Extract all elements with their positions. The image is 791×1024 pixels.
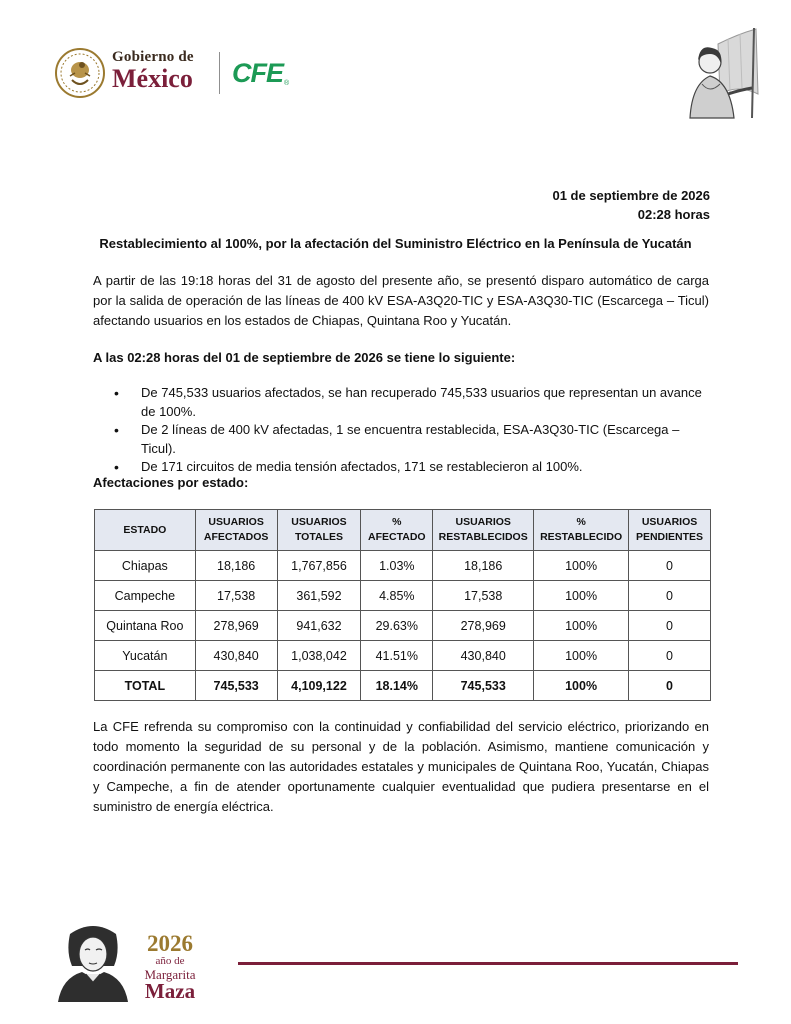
table-cell: 18,186	[195, 551, 277, 581]
table-cell: 17,538	[195, 581, 277, 611]
table-cell: 100%	[534, 581, 629, 611]
table-row	[95, 611, 711, 641]
table-cell: 100%	[534, 551, 629, 581]
table-cell: 430,840	[195, 641, 277, 671]
table-cell: 0	[629, 641, 711, 671]
table-cell: 100%	[534, 671, 629, 701]
table-cell: 0	[629, 611, 711, 641]
heroine-flag-illustration	[668, 24, 763, 119]
bullet-item: • De 745,533 usuarios afectados, se han recuperado 745,533 usuarios que representan un avance de 100%.	[93, 384, 713, 421]
table-row	[95, 581, 711, 611]
gobierno-line1: Gobierno de	[112, 49, 194, 65]
table-cell: 100%	[534, 611, 629, 641]
logo-divider	[219, 52, 220, 94]
status-heading: A las 02:28 horas del 01 de septiembre de 2026 se tiene lo siguiente:	[93, 350, 516, 365]
margarita-maza-portrait	[52, 922, 134, 1002]
table-cell: 18,186	[433, 551, 534, 581]
status-bullet-list	[93, 384, 713, 477]
table-cell: 1,038,042	[277, 641, 361, 671]
table-cell: 17,538	[433, 581, 534, 611]
table-cell: 745,533	[433, 671, 534, 701]
table-cell: Yucatán	[95, 641, 196, 671]
table-total-row	[95, 671, 711, 701]
table-cell: Campeche	[95, 581, 196, 611]
gobierno-de-mexico-logo	[112, 50, 194, 92]
header-usuarios-afectados: USUARIOS AFECTADOS	[195, 510, 277, 551]
gobierno-line2: México	[112, 64, 193, 93]
table-cell: 29.63%	[361, 611, 433, 641]
table-cell: 361,592	[277, 581, 361, 611]
bullet-item: • De 2 líneas de 400 kV afectadas, 1 se encuentra restablecida, ESA-A3Q30-TIC (Escarcega – Ticul).	[93, 421, 713, 458]
document-title: Restablecimiento al 100%, por la afectación del Suministro Eléctrico en la Península de Yucatán	[99, 236, 692, 251]
header-pct-restablecido: % RESTABLECIDO	[534, 510, 629, 551]
footer-anio-de: año de	[155, 955, 185, 967]
states-heading: Afectaciones por estado:	[93, 475, 249, 490]
table-cell: 4,109,122	[277, 671, 361, 701]
mexico-coat-of-arms-logo	[55, 48, 105, 98]
footer-name-last: Maza	[144, 979, 196, 1003]
state-impact-table	[94, 509, 711, 701]
table-cell: 0	[629, 551, 711, 581]
bullet-item: • De 171 circuitos de media tensión afectados, 171 se restablecieron al 100%.	[93, 458, 713, 477]
table-cell: 745,533	[195, 671, 277, 701]
date-block	[552, 186, 710, 224]
header-usuarios-totales: USUARIOS TOTALES	[277, 510, 361, 551]
table-header-row	[95, 510, 711, 551]
table-cell: TOTAL	[95, 671, 196, 701]
table-cell: 0	[629, 581, 711, 611]
table-cell: 430,840	[433, 641, 534, 671]
footer-year-logo	[137, 932, 203, 1002]
header-estado: ESTADO	[95, 510, 196, 551]
closing-paragraph: La CFE refrenda su compromiso con la continuidad y confiabilidad del servicio eléctrico, priorizando en todo momento la seguridad de su personal y de la población. Asimismo, mantiene comunicación y coordinación permanente con las autoridades estatales y municipales de Quintana Roo, Yucatán, Chiapas y Campeche, a fin de atender oportunamente cualquier eventualidad que pudiera presentarse en el suministro de energía eléctrica.	[93, 719, 709, 814]
table-cell: 4.85%	[361, 581, 433, 611]
table-cell: 1,767,856	[277, 551, 361, 581]
table-cell: 941,632	[277, 611, 361, 641]
table-row	[95, 641, 711, 671]
table-cell: 0	[629, 671, 711, 701]
date-time: 02:28 horas	[637, 207, 710, 222]
table-cell: 278,969	[433, 611, 534, 641]
table-cell: Chiapas	[95, 551, 196, 581]
table-cell: 278,969	[195, 611, 277, 641]
table-cell: 18.14%	[361, 671, 433, 701]
footer-name-first: Margarita	[144, 967, 196, 982]
table-cell: 41.51%	[361, 641, 433, 671]
date-day: 01 de septiembre de 2026	[552, 188, 710, 203]
table-cell: 100%	[534, 641, 629, 671]
header-usuarios-pendientes: USUARIOS PENDIENTES	[629, 510, 711, 551]
intro-paragraph: A partir de las 19:18 horas del 31 de agosto del presente año, se presentó disparo automático de carga por la salida de operación de las líneas de 400 kV ESA-A3Q20-TIC y ESA-A3Q30-TIC (Escarcega – Ticul) afectando usuarios en los estados de Chiapas, Quintana Roo y Yucatán.	[93, 273, 709, 328]
letterhead	[0, 0, 791, 130]
table-row	[95, 551, 711, 581]
header-usuarios-restablecidos: USUARIOS RESTABLECIDOS	[433, 510, 534, 551]
cfe-logo-mark: ®	[284, 80, 290, 87]
table-cell: Quintana Roo	[95, 611, 196, 641]
cfe-logo: CFE	[232, 58, 283, 88]
footer-year: 2026	[147, 931, 193, 956]
table-cell: 1.03%	[361, 551, 433, 581]
header-pct-afectado: % AFECTADO	[361, 510, 433, 551]
footer-divider-line	[238, 962, 738, 965]
